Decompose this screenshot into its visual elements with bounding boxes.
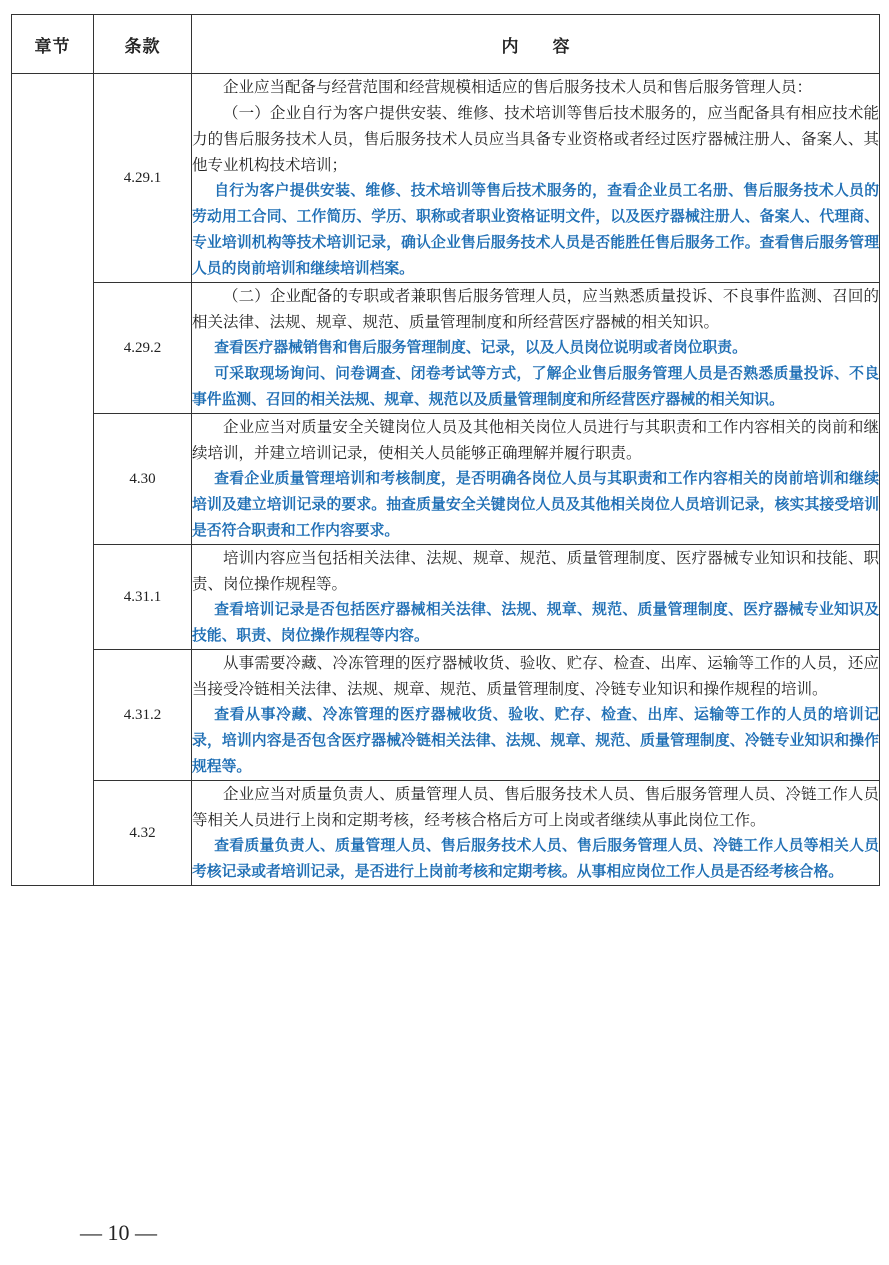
- inspection-guidance-text: 查看培训记录是否包括医疗器械相关法律、法规、规章、规范、质量管理制度、医疗器械专业知识及技能、职责、岗位操作规程等内容。: [192, 601, 879, 644]
- requirements-table: [11, 14, 880, 886]
- inspection-guidance-text: 查看医疗器械销售和售后服务管理制度、记录，以及人员岗位说明或者岗位职责。: [214, 339, 747, 356]
- requirement-text: 培训内容应当包括相关法律、法规、规章、规范、质量管理制度、医疗器械专业知识和技能、职责、岗位操作规程等。: [192, 549, 879, 593]
- content-cell: [192, 414, 880, 545]
- inspection-guidance-text: 查看企业质量管理培训和考核制度，是否明确各岗位人员与其职责和工作内容相关的岗前培训和继续培训及建立培训记录的要求。抽查质量安全关键岗位人员及其他相关岗位人员培训记录，核实其接受培训是否符合职责和工作内容要求。: [192, 470, 879, 539]
- inspection-guidance-text: 自行为客户提供安装、维修、技术培训等售后技术服务的，查看企业员工名册、售后服务技术人员的劳动用工合同、工作简历、学历、职称或者职业资格证明文件，以及医疗器械注册人、备案人、代理商、专业培训机构等技术培训记录，确认企业售后服务技术人员是否能胜任售后服务工作。查看售后服务管理人员的岗前培训和继续培训档案。: [192, 182, 879, 277]
- clause-cell: 4.30: [94, 414, 192, 545]
- table-row: [12, 545, 880, 650]
- content-cell: [192, 74, 880, 283]
- requirement-text: 企业应当对质量安全关键岗位人员及其他相关岗位人员进行与其职责和工作内容相关的岗前和继续培训，并建立培训记录，使相关人员能够正确理解并履行职责。: [192, 418, 879, 462]
- clause-cell: 4.31.2: [94, 650, 192, 781]
- content-cell: [192, 781, 880, 886]
- requirement-text: （二）企业配备的专职或者兼职售后服务管理人员，应当熟悉质量投诉、不良事件监测、召回的相关法律、法规、规章、规范、质量管理制度和所经营医疗器械的相关知识。: [192, 287, 879, 331]
- inspection-guidance-text: 可采取现场询问、问卷调查、闭卷考试等方式，了解企业售后服务管理人员是否熟悉质量投诉、不良事件监测、召回的相关法规、规章、规范以及质量管理制度和所经营医疗器械的相关知识。: [192, 365, 879, 408]
- requirement-text: （一）企业自行为客户提供安装、维修、技术培训等售后技术服务的，应当配备具有相应技术能力的售后服务技术人员，售后服务技术人员应当具备专业资格或者经过医疗器械注册人、备案人、其他专业机构技术培训；: [192, 104, 879, 174]
- content-cell: [192, 283, 880, 414]
- header-clause: 条款: [94, 15, 192, 74]
- requirement-text: 企业应当对质量负责人、质量管理人员、售后服务技术人员、售后服务管理人员、冷链工作人员等相关人员进行上岗和定期考核，经考核合格后方可上岗或者继续从事此岗位工作。: [192, 785, 879, 829]
- table-row: [12, 283, 880, 414]
- table-header-row: [12, 15, 880, 74]
- content-cell: [192, 545, 880, 650]
- requirement-text: 从事需要冷藏、冷冻管理的医疗器械收货、验收、贮存、检查、出库、运输等工作的人员，还应当接受冷链相关法律、法规、规章、规范、质量管理制度、冷链专业知识和操作规程的培训。: [192, 654, 879, 698]
- content-cell: [192, 650, 880, 781]
- clause-cell: 4.31.1: [94, 545, 192, 650]
- table-row: [12, 414, 880, 545]
- clause-cell: 4.32: [94, 781, 192, 886]
- table-row: [12, 781, 880, 886]
- header-content: 内 容: [192, 15, 880, 74]
- clause-cell: 4.29.1: [94, 74, 192, 283]
- page-number: — 10 —: [80, 1220, 157, 1245]
- header-chapter: 章节: [12, 15, 94, 74]
- table-row: [12, 650, 880, 781]
- inspection-guidance-text: 查看从事冷藏、冷冻管理的医疗器械收货、验收、贮存、检查、出库、运输等工作的人员的培训记录，培训内容是否包含医疗器械冷链相关法律、法规、规章、规范、质量管理制度、冷链专业知识和操作规程等。: [192, 706, 879, 775]
- inspection-guidance-text: 查看质量负责人、质量管理人员、售后服务技术人员、售后服务管理人员、冷链工作人员等相关人员考核记录或者培训记录，是否进行上岗前考核和定期考核。从事相应岗位工作人员是否经考核合格。: [192, 837, 879, 880]
- chapter-cell: [12, 74, 94, 886]
- requirement-text: 企业应当配备与经营范围和经营规模相适应的售后服务技术人员和售后服务管理人员：: [223, 78, 813, 96]
- table-body: [12, 74, 880, 886]
- table-row: [12, 74, 880, 283]
- clause-cell: 4.29.2: [94, 283, 192, 414]
